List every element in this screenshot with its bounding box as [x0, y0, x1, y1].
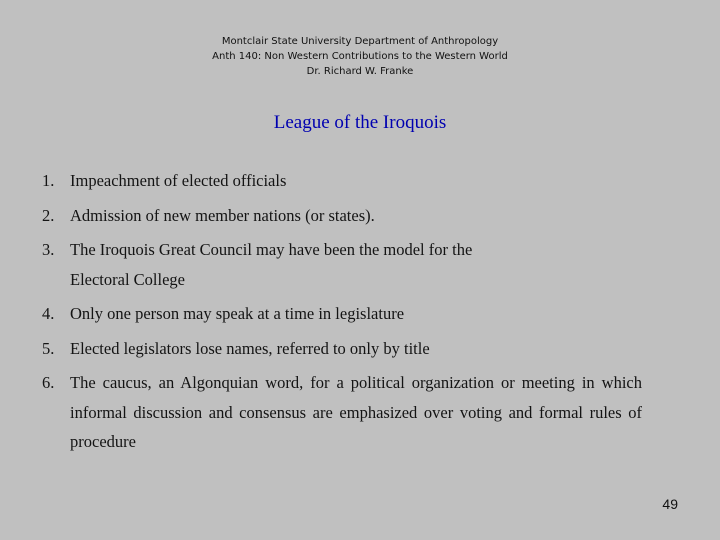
list-item-number: 4.: [42, 304, 55, 323]
list-item: [42, 166, 642, 196]
list-item-text: Elected legislators lose names, referred to only by title: [70, 338, 430, 358]
list-item-number: 1.: [42, 171, 55, 190]
list-item: [42, 334, 642, 364]
list-item-text: Admission of new member nations (or states).: [70, 205, 375, 225]
header-line-instructor: Dr. Richard W. Franke: [306, 66, 414, 77]
list-item-text: The Iroquois Great Council may have been the model for the Electoral College: [70, 240, 473, 289]
list-item-text: Only one person may speak at a time in legislature: [70, 304, 405, 323]
list-item-number: 5.: [42, 338, 55, 358]
header-line-university: Montclair State University Department of Anthropology: [221, 36, 499, 47]
list-item: [42, 235, 642, 294]
page-number: 49: [662, 496, 678, 512]
list-item: [42, 368, 642, 457]
list-item: [42, 201, 642, 231]
slide-title: League of the Iroquois: [273, 112, 447, 133]
course-header: [0, 34, 720, 79]
list-item-text: Impeachment of elected officials: [70, 171, 287, 190]
list-item: [42, 299, 642, 329]
list-item-number: 3.: [42, 240, 55, 259]
list-item-number: 6.: [42, 373, 55, 392]
header-line-course: Anth 140: Non Western Contributions to the Western World: [212, 51, 508, 62]
list-item-number: 2.: [42, 205, 55, 225]
contributions-list: [42, 166, 642, 462]
list-item-text: The caucus, an Algonquian word, for a political organization or meeting in which informal discussion and consensus are emphasized over voting and formal rules of procedure: [70, 373, 642, 451]
